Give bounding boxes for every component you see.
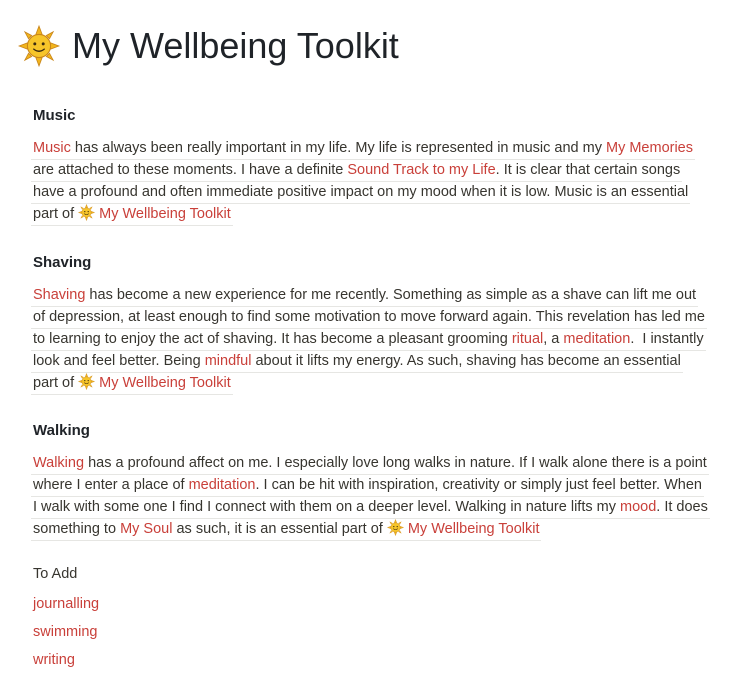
text-line	[31, 351, 683, 373]
text-line	[31, 453, 709, 475]
text-line	[31, 285, 698, 307]
page-title-text: My Wellbeing Toolkit	[72, 25, 399, 66]
shaving-link[interactable]: Shaving	[33, 287, 86, 303]
page-title	[18, 24, 399, 68]
walking-paragraph	[33, 453, 733, 541]
to-add-label: To Add	[33, 566, 78, 582]
meditation-link[interactable]: meditation	[188, 477, 256, 493]
music-link[interactable]: Music	[33, 140, 71, 156]
meditation-link[interactable]: meditation	[563, 331, 631, 347]
ritual-link[interactable]: ritual	[511, 331, 544, 347]
link-text: My Wellbeing Toolkit	[407, 521, 540, 537]
my-memories-link[interactable]: My Memories	[605, 140, 693, 156]
text-line	[31, 329, 706, 351]
text: has always been really important in my life. My life is represented in music and my	[70, 140, 606, 156]
sound-track-link[interactable]: Sound Track to my Life	[347, 162, 496, 178]
text-line	[31, 204, 233, 226]
text: . It is clear that certain songs	[495, 162, 681, 178]
text-line	[31, 307, 707, 329]
shaving-heading: Shaving	[33, 254, 92, 271]
mindful-link[interactable]: mindful	[204, 353, 252, 369]
wellbeing-toolkit-link[interactable]	[78, 206, 231, 222]
text-line	[31, 373, 233, 395]
todo-link-writing[interactable]: writing	[33, 652, 75, 668]
text: . I instantly	[630, 331, 704, 347]
wellbeing-toolkit-link[interactable]	[387, 521, 540, 537]
sun-emoji-icon	[387, 519, 404, 536]
todo-link-journalling[interactable]: journalling	[33, 596, 100, 612]
link-text: My Wellbeing Toolkit	[99, 206, 231, 222]
text: has a profound affect on me. I especially love long walks in nature. If I walk alone there is a point	[84, 455, 707, 471]
music-paragraph	[33, 138, 733, 226]
music-section	[33, 106, 733, 226]
text: of depression, at least enough to find some motivation to move forward again. This revelation has led me	[33, 309, 705, 325]
text-line	[31, 475, 704, 497]
text-line	[31, 497, 710, 519]
my-soul-link[interactable]: My Soul	[120, 521, 173, 537]
text: . I can be hit with inspiration, creativity or simply just feel better. When	[255, 477, 702, 493]
wellbeing-toolkit-link[interactable]	[78, 375, 231, 391]
sun-emoji-icon	[78, 373, 95, 390]
text-line	[31, 182, 690, 204]
todo-link-swimming[interactable]: swimming	[33, 624, 98, 640]
text: something to	[33, 521, 121, 537]
text-line	[31, 138, 695, 160]
sun-emoji-icon	[18, 25, 60, 67]
text: part of	[33, 206, 79, 222]
sun-emoji-icon	[78, 204, 95, 221]
shaving-section	[33, 253, 733, 395]
link-text: My Wellbeing Toolkit	[99, 375, 231, 391]
text: has become a new experience for me recently. Something as simple as a shave can lift me out	[85, 287, 697, 303]
text: as such, it is an essential part of	[172, 521, 387, 537]
text: . It does	[656, 499, 708, 515]
text: to learning to enjoy the act of shaving. It has become a pleasant grooming	[33, 331, 512, 347]
text: , a	[543, 331, 564, 347]
text: are attached to these moments. I have a definite	[33, 162, 348, 178]
shaving-paragraph	[33, 285, 733, 395]
text-line	[31, 160, 682, 182]
text: look and feel better. Being	[33, 353, 205, 369]
text: I walk with some one I find I connect with them on a deeper level. Walking in nature lifts my	[33, 499, 620, 515]
text: have a profound and often immediate positive impact on my mood when it is low. Music is an essential	[33, 184, 689, 200]
text: part of	[33, 375, 79, 391]
mood-link[interactable]: mood	[620, 499, 657, 515]
music-heading: Music	[33, 107, 76, 124]
text-line	[31, 519, 541, 541]
walking-heading: Walking	[33, 422, 90, 439]
text: where I enter a place of	[33, 477, 189, 493]
walking-section	[33, 421, 733, 541]
walking-link[interactable]: Walking	[33, 455, 85, 471]
text: about it lifts my energy. As such, shaving has become an essential	[251, 353, 681, 369]
